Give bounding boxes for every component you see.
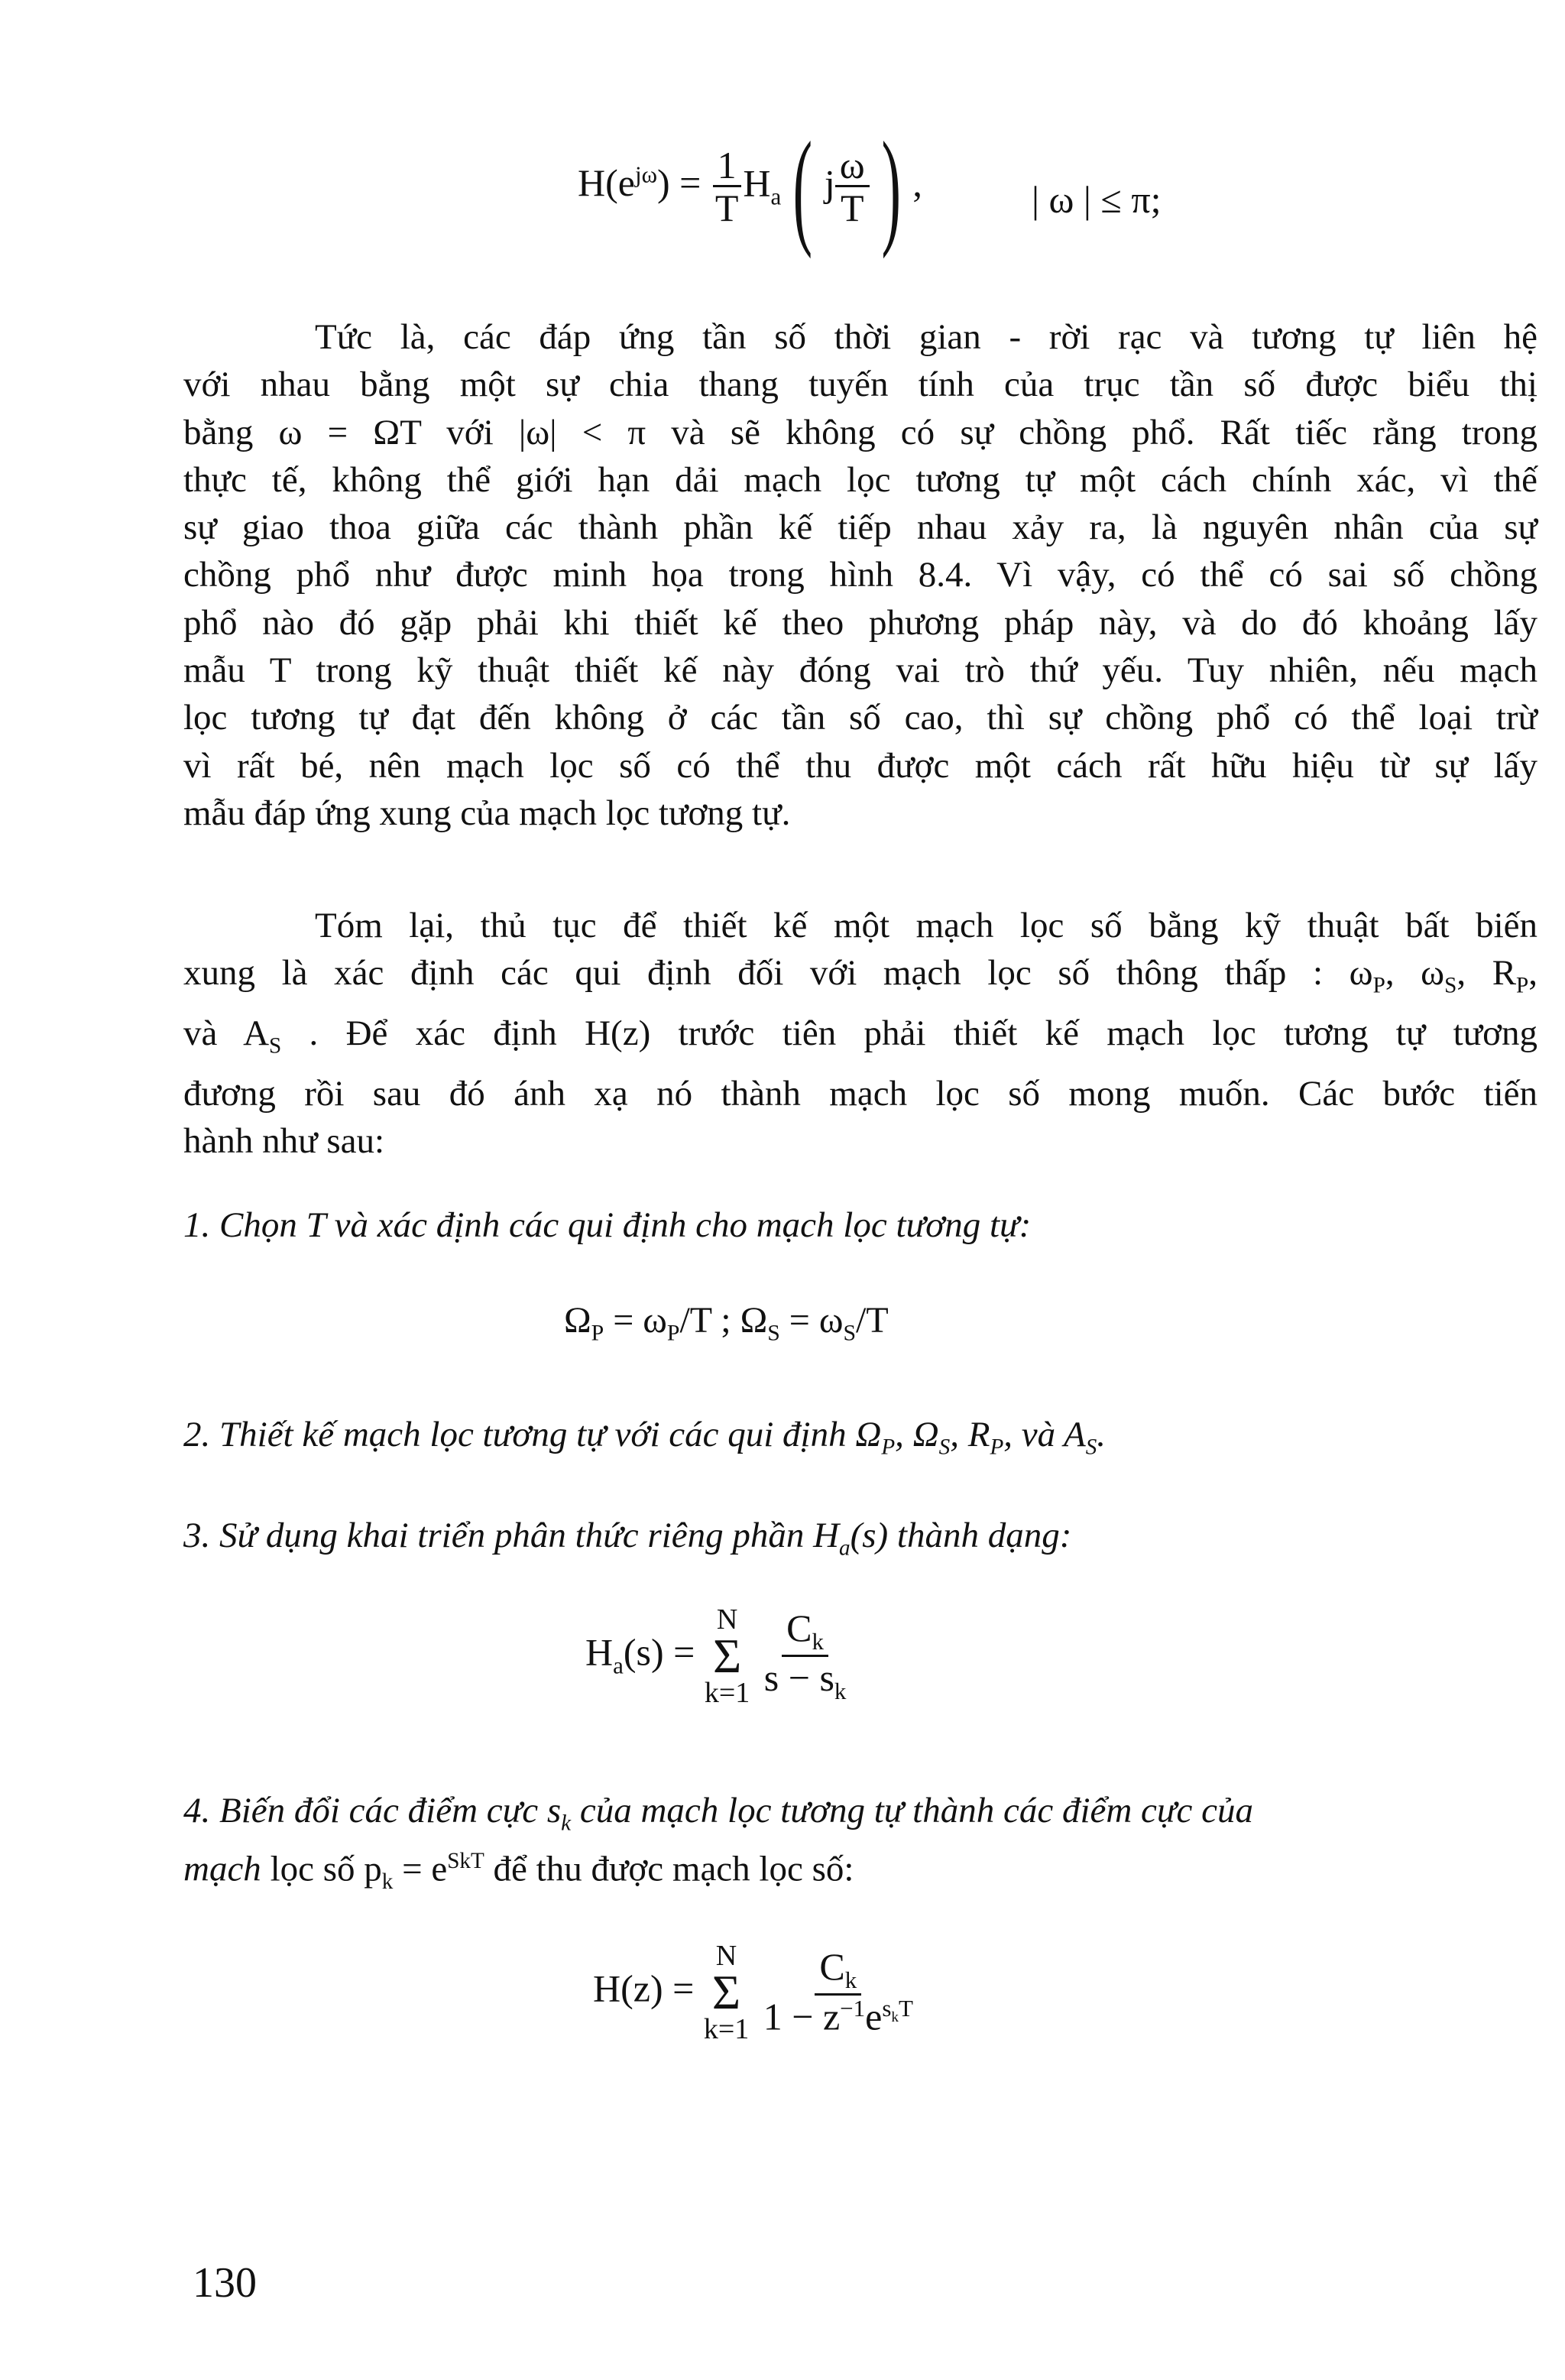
formula-fraction: $\frac{1}{T}$ — [711, 145, 744, 230]
para2-line: đương rồi sau đó ánh xạ nó thành mạch lọc số mong muốn. Các bước tiến — [183, 1073, 1537, 1114]
para2-line: xung là xác định các qui định đối với mạch lọc số thông thấp : $\omega_P$, $\omega_S$, $R_P$, — [183, 953, 1537, 998]
sum-symbol: N Σ k=1 — [703, 1940, 750, 2045]
step-3-text: 3. Sử dụng khai triển phân thức riêng phần $H_a(s)$ thành dạng: — [183, 1516, 1072, 1561]
para1-line: lọc tương tự đạt đến không ở các tần số cao, thì sự chồng phổ có thể loại trừ — [183, 698, 1537, 738]
para1-line: thực tế, không thể giới hạn dải mạch lọc tương tự một cách chính xác, vì thế — [183, 459, 1537, 500]
para1-line: vì rất bé, nên mạch lọc số có thể thu được một cách rất hữu hiệu từ sự lấy — [183, 745, 1537, 786]
formula-condition: | ω | ≤ π; — [1032, 178, 1162, 221]
step-1-text: 1. Chọn T và xác định các qui định cho mạch lọc tương tự: — [183, 1205, 1032, 1245]
formula-lhs: $H(e^{j\omega})$ = — [578, 161, 701, 205]
para1-line: chồng phổ như được minh họa trong hình 8.4. Vì vậy, có thể có sai số chồng — [183, 555, 1537, 595]
step-3-equation: $H_a(s)$ = N Σ k=1 $\frac{C_k}{s - s_k}$ — [585, 1605, 851, 1707]
paragraph-2 — [183, 902, 1537, 1165]
para1-line: phổ nào đó gặp phải khi thiết kế theo phương pháp này, và do đó khoảng lấy — [183, 602, 1537, 643]
para2-line: và $A_S$ . Để xác định H(z) trước tiên phải thiết kế mạch lọc tương tự tương — [183, 1013, 1537, 1059]
para1-line: với nhau bằng một sự chia thang tuyến tính của trục tần số được biểu thị — [183, 365, 1537, 405]
step-4-equation: H(z) = N Σ k=1 $\frac{C_k}{1 - z^{-1}e^{s_kT}}$ — [593, 1941, 918, 2044]
para1-line: Tức là, các đáp ứng tần số thời gian - rời rạc và tương tự liên hệ — [315, 317, 1537, 357]
para1-line: sự giao thoa giữa các thành phần kế tiếp nhau xảy ra, là nguyên nhân của sự — [183, 507, 1537, 548]
page-number: 130 — [193, 2259, 257, 2307]
para1-line: bằng ω = ΩT với |ω| < π và sẽ không có sự chồng phổ. Rất tiếc rằng trong — [183, 412, 1537, 452]
para1-line: mẫu đáp ứng xung của mạch lọc tương tự. — [183, 793, 791, 833]
step-4-fraction: $\frac{C_k}{1 - z^{-1}e^{s_kT}}$ — [763, 1945, 913, 2038]
para1-line: mẫu T trong kỹ thuật thiết kế này đóng vai trò thứ yếu. Tuy nhiên, nếu mạch — [183, 650, 1537, 691]
sum-symbol: N Σ k=1 — [704, 1603, 750, 1709]
step-3-fraction: $\frac{C_k}{s - s_k}$ — [763, 1606, 847, 1704]
formula-inner-fraction: $\frac{\omega}{T}$ — [835, 145, 870, 230]
step-4-text-line2: mạch lọc số $p_k = e^{SkT}$ để thu được mạch lọc số: — [183, 1849, 854, 1895]
step-1-equation: $\Omega_P = \omega_P/T$ ; $\Omega_S = \omega_S/T$ — [564, 1300, 889, 1346]
step-4-text: 4. Biến đổi các điểm cực $s_k$ của mạch lọc tương tự thành các điểm cực của — [183, 1791, 1254, 1836]
paragraph-1 — [183, 313, 1537, 837]
step-2-text: 2. Thiết kế mạch lọc tương tự với các qui định $\Omega_P$, $\Omega_S$, $R_P$, và $A_S$. — [183, 1415, 1107, 1460]
para2-line: hành như sau: — [183, 1120, 385, 1161]
top-formula: $H(e^{j\omega})$ = $\frac{1}{T}$ $H_a$( j $\frac{\omega}{T}$ ) , — [578, 115, 922, 259]
para2-line: Tóm lại, thủ tục để thiết kế một mạch lọc số bằng kỹ thuật bất biến — [315, 906, 1537, 945]
